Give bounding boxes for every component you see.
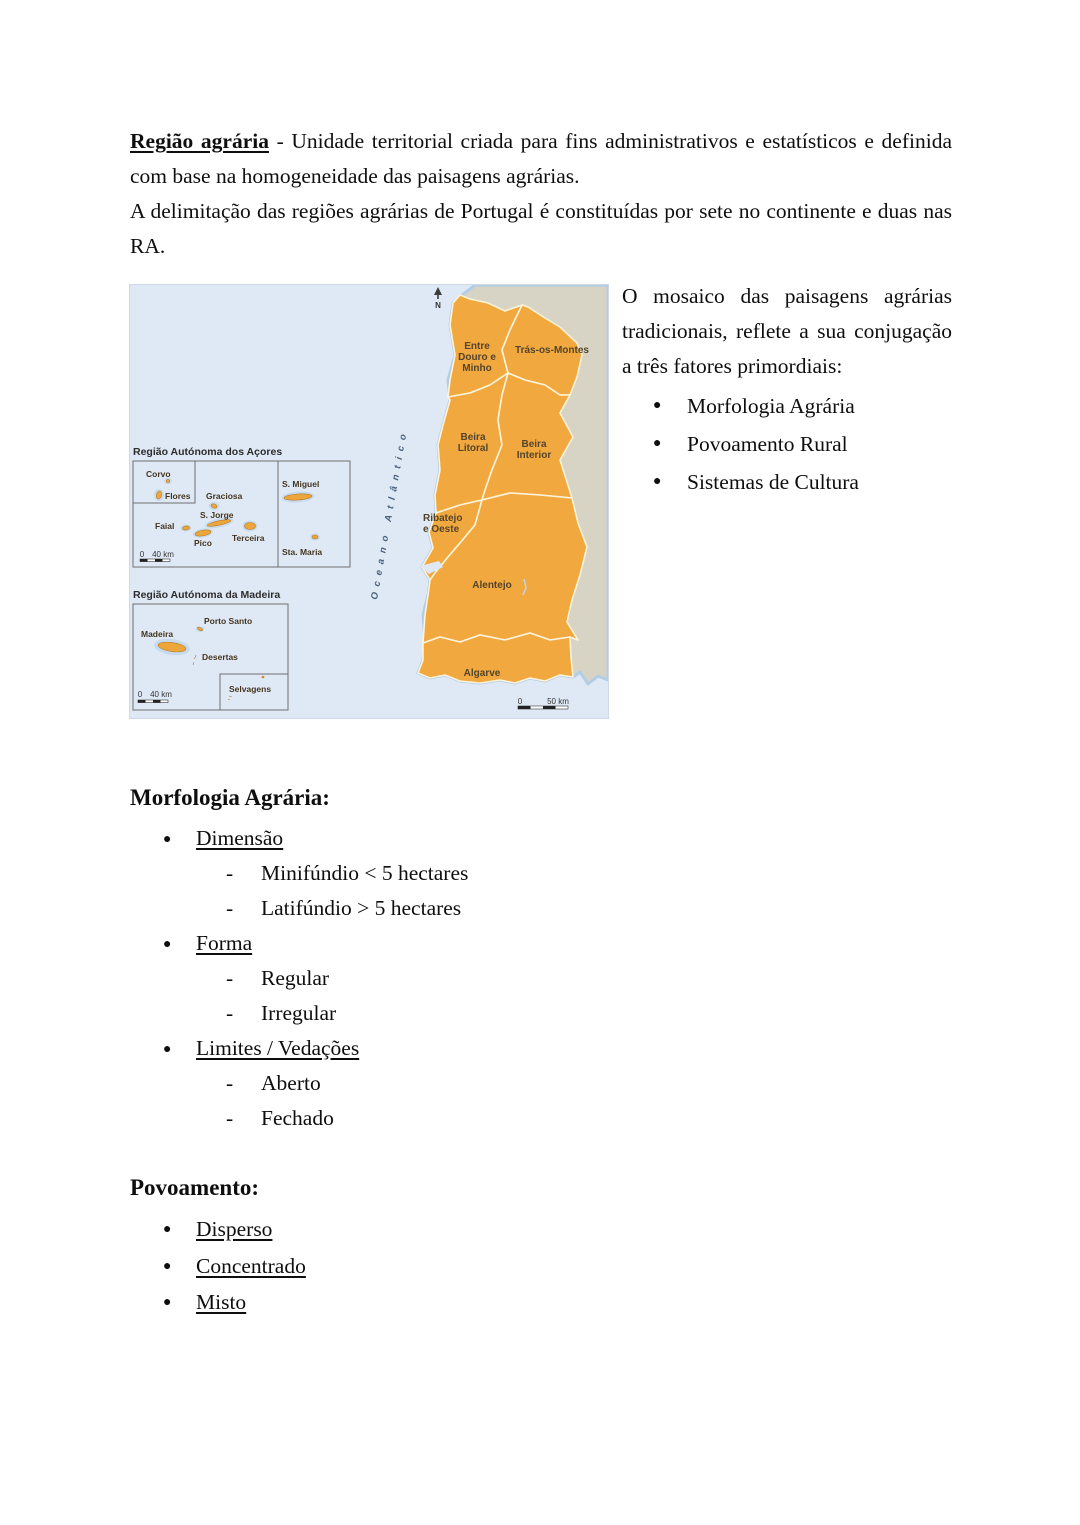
label-s-miguel: S. Miguel bbox=[282, 479, 320, 489]
island-sta-maria bbox=[312, 535, 318, 539]
madeira-scale-zero: 0 bbox=[137, 690, 143, 699]
aside-item bbox=[622, 425, 952, 463]
sublist-item: - Aberto bbox=[196, 1066, 468, 1101]
madeira-title: Região Autónoma da Madeira bbox=[133, 589, 281, 601]
aside-item-label: Sistemas de Cultura bbox=[687, 470, 859, 494]
item-label: Misto bbox=[196, 1290, 247, 1314]
label-selvagens: Selvagens bbox=[229, 684, 272, 694]
povoamento-section bbox=[130, 1170, 306, 1321]
label-beira-interior-2: Interior bbox=[516, 450, 552, 461]
list-item bbox=[130, 1031, 468, 1136]
list-item bbox=[130, 821, 468, 926]
label-corvo: Corvo bbox=[146, 469, 171, 479]
sublist bbox=[196, 1066, 468, 1136]
label-alentejo: Alentejo bbox=[472, 580, 512, 591]
sublist-item: - Fechado bbox=[196, 1101, 468, 1136]
term-definition: - Unidade territorial criada para fins administrativos e estatísticos e definida com base na homogeneidade das paisagens agrárias. bbox=[130, 129, 952, 188]
label-beira-interior: Beira bbox=[521, 439, 547, 450]
list-item bbox=[130, 1284, 306, 1321]
azores-scale-zero: 0 bbox=[139, 550, 145, 559]
aside-paragraph: O mosaico das paisagens agrárias tradicionais, reflete a sua conjugação a três fatores primordiais: bbox=[622, 284, 952, 378]
aside-item bbox=[622, 463, 952, 501]
sublist-item: - Regular bbox=[196, 961, 468, 996]
north-label: N bbox=[435, 301, 441, 310]
label-entre-douro-minho-2: Douro e bbox=[458, 352, 496, 363]
aside-item-label: Povoamento Rural bbox=[687, 432, 848, 456]
azores-title: Região Autónoma dos Açores bbox=[133, 446, 283, 458]
povoamento-list bbox=[130, 1211, 306, 1321]
sublist-item: - Latifúndio > 5 hectares bbox=[196, 891, 468, 926]
intro-paragraph bbox=[130, 124, 952, 194]
morfologia-list bbox=[130, 821, 468, 1136]
label-entre-douro-minho-3: Minho bbox=[462, 363, 492, 374]
label-madeira: Madeira bbox=[141, 629, 174, 639]
label-entre-douro-minho: Entre bbox=[464, 341, 490, 352]
portugal-agrarian-regions-map bbox=[130, 285, 608, 718]
sublist bbox=[196, 961, 468, 1031]
sublist bbox=[196, 856, 468, 926]
sublist-item: - Minifúndio < 5 hectares bbox=[196, 856, 468, 891]
label-ribatejo-oeste-2: e Oeste bbox=[423, 524, 460, 535]
label-algarve: Algarve bbox=[463, 668, 501, 679]
island-corvo bbox=[166, 479, 169, 482]
list-item bbox=[130, 1248, 306, 1285]
ocean-label: Oceano Atlântico bbox=[369, 427, 411, 601]
item-label: Limites / Vedações bbox=[196, 1036, 360, 1060]
label-pico: Pico bbox=[194, 538, 212, 548]
item-label: Dimensão bbox=[196, 826, 284, 850]
item-label: Concentrado bbox=[196, 1253, 306, 1278]
aside-item-label: Morfologia Agrária bbox=[687, 394, 855, 418]
label-terceira: Terceira bbox=[232, 533, 265, 543]
map-svg bbox=[130, 285, 608, 718]
intro-block bbox=[130, 124, 952, 264]
label-sta-maria: Sta. Maria bbox=[282, 547, 323, 557]
label-graciosa: Graciosa bbox=[206, 491, 243, 501]
label-porto-santo: Porto Santo bbox=[204, 616, 253, 626]
povoamento-heading: Povoamento: bbox=[130, 1175, 260, 1200]
aside-item bbox=[622, 387, 952, 425]
morfologia-section bbox=[130, 780, 468, 1136]
sublist-item: - Irregular bbox=[196, 996, 468, 1031]
label-ribatejo-oeste: Ribatejo bbox=[423, 513, 463, 524]
label-flores: Flores bbox=[165, 491, 191, 501]
island-terceira bbox=[245, 523, 256, 530]
label-beira-litoral: Beira bbox=[460, 432, 486, 443]
scale-zero: 0 bbox=[517, 697, 523, 706]
term-regiao-agraria: Região agrária bbox=[130, 129, 269, 153]
item-label: Disperso bbox=[196, 1217, 273, 1241]
label-faial: Faial bbox=[155, 521, 175, 531]
aside-block bbox=[622, 279, 952, 501]
label-beira-litoral-2: Litoral bbox=[457, 443, 489, 454]
madeira-scale-dist: 40 km bbox=[150, 690, 172, 699]
intro-paragraph-2: A delimitação das regiões agrárias de Portugal é constituídas por sete no continente e duas nas RA. bbox=[130, 199, 952, 258]
scale-dist: 50 km bbox=[547, 697, 569, 706]
label-desertas: Desertas bbox=[202, 652, 238, 662]
morfologia-heading: Morfologia Agrária: bbox=[130, 785, 330, 810]
island-selvagens bbox=[262, 676, 264, 678]
list-item bbox=[130, 1211, 306, 1248]
label-tras-os-montes: Trás-os-Montes bbox=[515, 345, 589, 356]
list-item bbox=[130, 926, 468, 1031]
item-label: Forma bbox=[196, 931, 253, 955]
aside-list bbox=[622, 387, 952, 501]
azores-scale-dist: 40 km bbox=[152, 550, 174, 559]
label-s-jorge: S. Jorge bbox=[200, 510, 234, 520]
